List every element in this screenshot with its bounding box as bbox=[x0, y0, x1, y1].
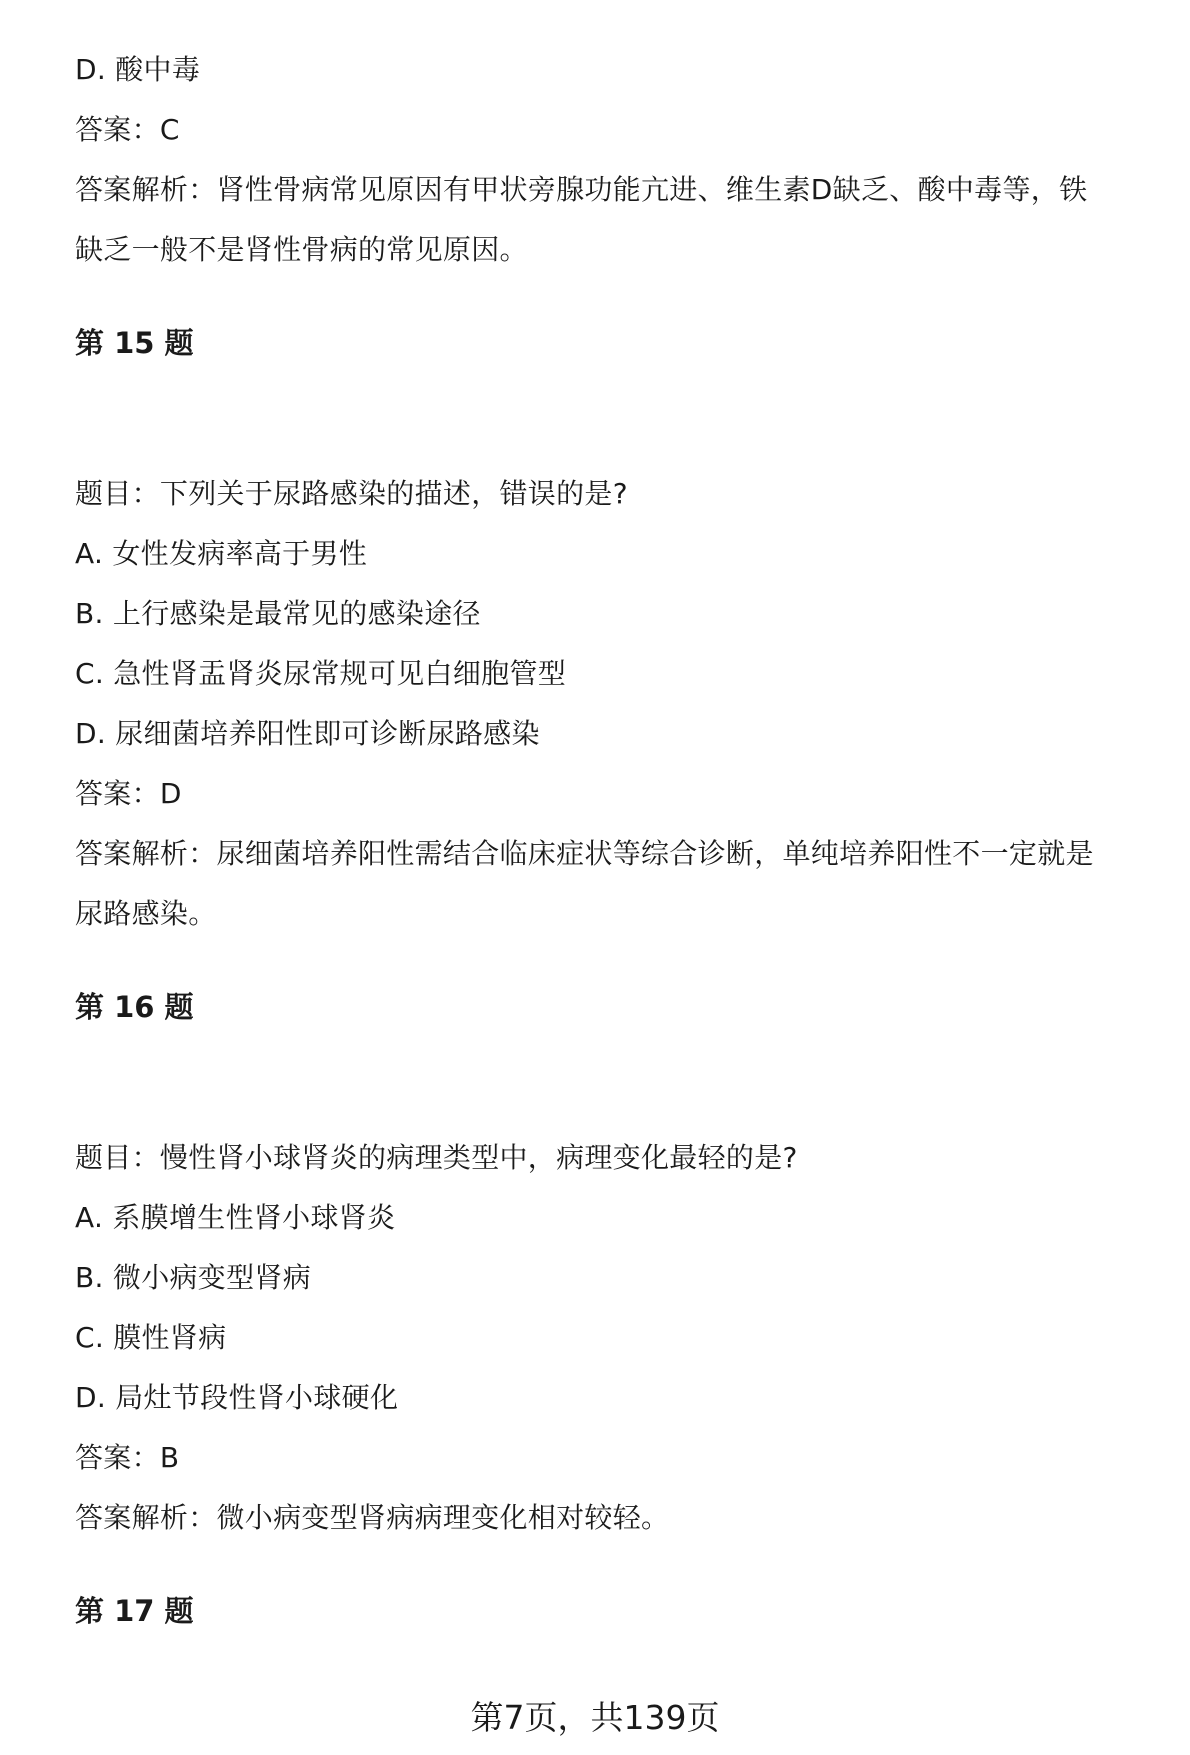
answer-analysis: 答案解析：尿细菌培养阳性需结合临床症状等综合诊断，单纯培养阳性不一定就是 bbox=[75, 837, 1094, 870]
option-b: B. 微小病变型肾病 bbox=[75, 1261, 312, 1294]
answer: 答案：B bbox=[75, 1441, 180, 1474]
answer-analysis-continued: 尿路感染。 bbox=[75, 897, 217, 930]
option-c: C. 膜性肾病 bbox=[75, 1321, 227, 1354]
question-heading-17: 第 17 题 bbox=[75, 1594, 194, 1628]
option-b: B. 上行感染是最常见的感染途径 bbox=[75, 597, 481, 630]
option-a: A. 女性发病率高于男性 bbox=[75, 537, 368, 570]
question-heading-15: 第 15 题 bbox=[75, 326, 194, 360]
option-c: C. 急性肾盂肾炎尿常规可见白细胞管型 bbox=[75, 657, 567, 690]
answer: 答案：C bbox=[75, 113, 180, 146]
question-stem: 题目：慢性肾小球肾炎的病理类型中，病理变化最轻的是? bbox=[75, 1141, 798, 1174]
page-indicator: 第7页，共139页 bbox=[470, 1698, 720, 1737]
option-d: D. 尿细菌培养阳性即可诊断尿路感染 bbox=[75, 717, 540, 750]
option-a: A. 系膜增生性肾小球肾炎 bbox=[75, 1201, 396, 1234]
option-d: D. 酸中毒 bbox=[75, 53, 201, 86]
question-heading-16: 第 16 题 bbox=[75, 990, 194, 1024]
question-stem: 题目：下列关于尿路感染的描述，错误的是? bbox=[75, 477, 628, 510]
answer-analysis: 答案解析：微小病变型肾病病理变化相对较轻。 bbox=[75, 1501, 670, 1534]
answer-analysis: 答案解析：肾性骨病常见原因有甲状旁腺功能亢进、维生素D缺乏、酸中毒等，铁 bbox=[75, 173, 1088, 206]
answer: 答案：D bbox=[75, 777, 182, 810]
option-d: D. 局灶节段性肾小球硬化 bbox=[75, 1381, 399, 1414]
answer-analysis-continued: 缺乏一般不是肾性骨病的常见原因。 bbox=[75, 233, 528, 266]
